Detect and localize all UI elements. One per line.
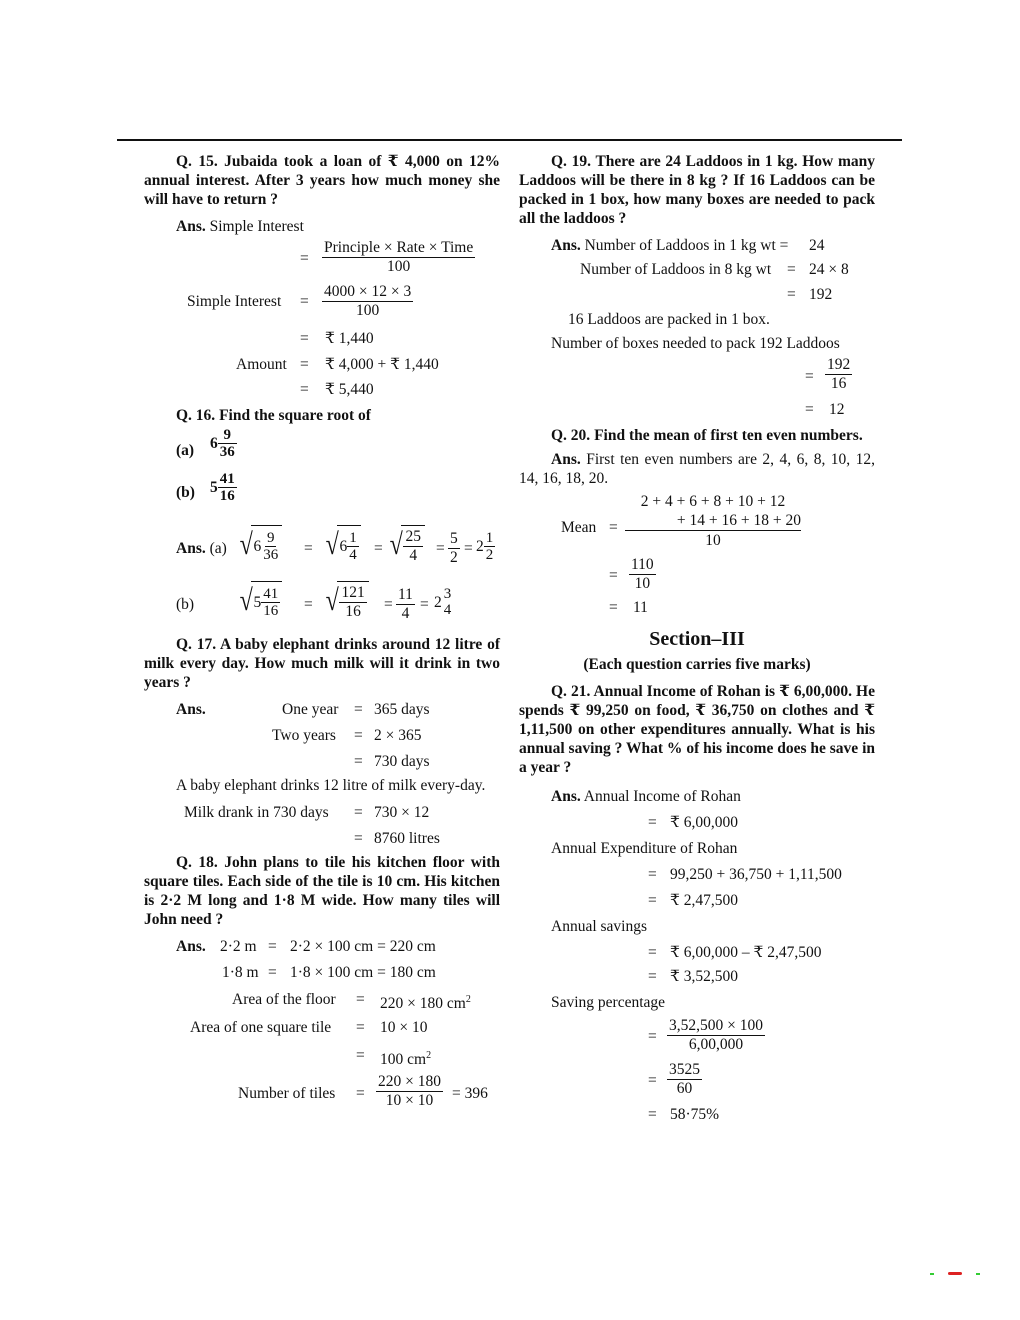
- whole: 2: [434, 593, 442, 611]
- percentage-label: Saving percentage: [551, 994, 666, 1011]
- equals-sign: =: [648, 892, 657, 909]
- question-number: Q. 15.: [176, 153, 218, 170]
- question-text: Find the mean of first ten even numbers.: [594, 427, 863, 444]
- savings-label: Annual savings: [551, 918, 648, 935]
- part-b-label: (b): [176, 484, 195, 501]
- denominator: 10 × 10: [385, 1092, 434, 1109]
- percentage-value: 58·75%: [670, 1106, 720, 1123]
- formula-fraction: [322, 239, 475, 276]
- denominator: 4: [443, 602, 452, 618]
- squared-superscript: 2: [426, 1050, 432, 1061]
- denominator: 36: [219, 444, 235, 460]
- numerator: 5: [450, 530, 458, 547]
- question-16: [176, 406, 371, 425]
- whole: 6: [253, 538, 262, 555]
- header-rule: [117, 139, 902, 141]
- equals-sign: =: [648, 1106, 657, 1123]
- length-expression: 2·2 × 100 cm = 220 cm: [290, 938, 436, 955]
- mean-numerator-line1: 2 + 4 + 6 + 8 + 10 + 12: [640, 493, 786, 510]
- denominator: 10: [634, 575, 651, 592]
- section-title: Section–III: [649, 628, 745, 650]
- boxes-label: Number of boxes needed to pack 192 Laddoos: [551, 335, 840, 352]
- area-floor-label: Area of the floor: [232, 991, 336, 1008]
- sqrt-b-step1: [324, 581, 369, 621]
- numerator: 3525: [669, 1061, 700, 1078]
- question-text: Jubaida took a loan of ₹ 4,000 on 12% annual interest. After 3 years how much money she will have to return ?: [144, 153, 500, 208]
- income-value: ₹ 6,00,000: [670, 814, 738, 831]
- percentage-step-fraction: [667, 1061, 702, 1098]
- question-17: [144, 635, 500, 692]
- tiles-label: Number of tiles: [238, 1085, 336, 1102]
- mean-label: Mean: [561, 519, 597, 536]
- numerator: 121: [341, 584, 365, 601]
- answer-label: Ans.: [551, 788, 581, 805]
- step2-fraction: [396, 586, 415, 623]
- question-15: [144, 152, 500, 209]
- numerator: 3: [443, 586, 452, 602]
- tiles-value: = 396: [452, 1085, 488, 1102]
- numerator: 41: [263, 586, 279, 602]
- milk-label: Milk drank in 730 days: [184, 804, 329, 821]
- equals-sign: =: [805, 368, 814, 385]
- equals-sign: =: [609, 519, 618, 536]
- equals-sign: =: [648, 968, 657, 985]
- whole: 5: [253, 594, 262, 611]
- mean-step-fraction: [629, 556, 656, 593]
- equals-sign: =: [268, 964, 277, 981]
- step3-fraction: [448, 530, 460, 567]
- one-year-label: One year: [282, 701, 339, 718]
- denominator: 16: [219, 488, 235, 504]
- area-tile-label: Area of one square tile: [190, 1019, 332, 1036]
- denominator: 2: [450, 549, 458, 566]
- amount-label: Amount: [236, 356, 287, 373]
- si-fraction: [322, 283, 413, 320]
- question-19: [519, 152, 875, 228]
- length-label: 2·2 m: [220, 938, 257, 955]
- whole: 5: [210, 479, 218, 496]
- denominator: 16: [830, 375, 847, 392]
- numerator: 9: [223, 427, 231, 443]
- denominator: 4: [409, 547, 418, 564]
- income-label: Annual Income of Rohan: [583, 788, 741, 805]
- equals-sign: =: [354, 753, 363, 770]
- question-18: [144, 853, 500, 929]
- tiles-fraction: [376, 1073, 443, 1110]
- two-years-expression: 2 × 365: [374, 727, 422, 744]
- si-intro: Simple Interest: [209, 218, 304, 235]
- width-expression: 1·8 × 100 cm = 180 cm: [290, 964, 436, 981]
- whole: 2: [476, 538, 484, 555]
- boxes-value: 12: [829, 401, 845, 418]
- equals-sign: =: [648, 1028, 657, 1045]
- part-b-mixed-number: [210, 471, 237, 504]
- equals-sign: =: [300, 381, 309, 398]
- question-text: Annual Income of Rohan is ₹ 6,00,000. He spends ₹ 99,250 on food, ₹ 36,750 on clothes and ₹ 1,11,500 on other expenditures annually. What is his annual saving ? What % of his income does he save in a year ?: [519, 683, 875, 776]
- equals-sign: =: [304, 540, 313, 557]
- denominator: 36: [263, 547, 279, 563]
- equals-sign: =: [268, 938, 277, 955]
- whole: 6: [339, 538, 348, 555]
- equals-sign: =: [300, 250, 309, 267]
- answer-label: Ans.: [176, 701, 206, 718]
- equals-sign: =: [787, 286, 796, 303]
- mean-fraction: [625, 492, 801, 550]
- pack-note: 16 Laddoos are packed in 1 box.: [568, 311, 770, 328]
- laddoos-8kg-expression: 24 × 8: [809, 261, 849, 278]
- expenditure-value: ₹ 2,47,500: [670, 892, 738, 909]
- numerator: 9: [266, 530, 275, 546]
- width-label: 1·8 m: [222, 964, 259, 981]
- equals-sign: =: [356, 1085, 365, 1102]
- squared-superscript: 2: [465, 994, 471, 1005]
- equals-sign: =: [787, 261, 796, 278]
- si-denominator: 100: [355, 302, 380, 319]
- answer-text: First ten even numbers are 2, 4, 6, 8, 10, 12, 14, 16, 18, 20.: [519, 451, 875, 487]
- expenditure-label: Annual Expenditure of Rohan: [551, 840, 738, 857]
- green-mark: [976, 1273, 980, 1275]
- section-note: (Each question carries five marks): [583, 656, 811, 673]
- question-text: There are 24 Laddoos in 1 kg. How many Laddoos will be there in 8 kg ? If 16 Laddoos can be packed in 1 box, how many boxes are needed to pack all the laddoos ?: [519, 153, 875, 227]
- statement-text: A baby elephant drinks 12 litre of milk every-day.: [176, 777, 486, 794]
- green-mark: [930, 1273, 934, 1275]
- mean-numerator-line2: + 14 + 16 + 18 + 20: [625, 511, 801, 531]
- denominator: 4: [401, 605, 410, 622]
- laddoos-1kg-value: 24: [809, 237, 825, 254]
- one-year-value: 365 days: [374, 701, 430, 718]
- radical-icon: √: [239, 528, 253, 561]
- sqrt-b-input: [238, 581, 282, 621]
- question-number: Q. 17.: [176, 636, 217, 653]
- radical-icon: √: [389, 528, 403, 561]
- left-column: [144, 152, 500, 1113]
- numerator: 110: [631, 556, 654, 573]
- question-text: A baby elephant drinks around 12 litre of milk every day. How much milk will it drink in two years ?: [144, 636, 500, 691]
- si-value: ₹ 1,440: [325, 330, 374, 347]
- equals-sign: =: [436, 540, 445, 557]
- answer-label: Ans.: [551, 237, 581, 254]
- equals-sign: =: [354, 727, 363, 744]
- denominator: 4: [349, 547, 357, 563]
- equals-sign: =: [374, 540, 383, 557]
- answer-label: Ans.: [176, 938, 206, 955]
- percentage-fraction: [667, 1017, 765, 1054]
- question-text: John plans to tile his kitchen floor with square tiles. Each side of the tile is 10 cm. His kitchen is 2·2 M long and 1·8 M wide. How many tiles will John need ?: [144, 854, 501, 928]
- radical-icon: √: [325, 528, 339, 561]
- formula-numerator: Principle × Rate × Time: [324, 239, 474, 256]
- equals-sign: =: [300, 330, 309, 347]
- area-tile-value: 100 cm: [380, 1051, 427, 1069]
- numerator: 1: [349, 530, 357, 546]
- numerator: 25: [405, 528, 421, 545]
- equals-sign: =: [609, 567, 618, 584]
- expenditure-expression: 99,250 + 36,750 + 1,11,500: [670, 866, 842, 883]
- si-label: Simple Interest: [187, 293, 282, 310]
- si-numerator: 4000 × 12 × 3: [324, 283, 412, 300]
- numerator: 3,52,500 × 100: [669, 1017, 763, 1034]
- equals-sign: =: [609, 599, 618, 616]
- question-text: Find the square root of: [219, 407, 371, 424]
- equals-sign: =: [648, 866, 657, 883]
- area-floor-value: 220 × 180 cm: [380, 995, 466, 1013]
- part-a-label: (a): [176, 442, 195, 459]
- denominator: 16: [345, 603, 361, 620]
- equals-sign: =: [648, 814, 657, 831]
- denominator: 16: [263, 603, 279, 619]
- right-column: [519, 152, 875, 1127]
- ans-a-label: (a): [209, 540, 227, 557]
- result-b: [434, 586, 453, 618]
- two-years-value: 730 days: [374, 753, 430, 770]
- boxes-fraction: [825, 356, 852, 393]
- question-number: Q. 19.: [551, 153, 592, 170]
- equals-sign: =: [648, 1072, 657, 1089]
- equals-sign: =: [356, 1047, 365, 1064]
- equals-sign: =: [354, 830, 363, 847]
- amount-expression: ₹ 4,000 + ₹ 1,440: [325, 356, 439, 373]
- savings-value: ₹ 3,52,500: [670, 968, 738, 985]
- numerator: 192: [827, 356, 851, 373]
- equals-sign: =: [300, 293, 309, 310]
- laddoos-8kg-label: Number of Laddoos in 8 kg wt: [580, 261, 772, 278]
- question-number: Q. 16.: [176, 407, 216, 424]
- ans-b-label: (b): [176, 596, 195, 613]
- question-number: Q. 20.: [551, 427, 591, 444]
- answer-label: Ans.: [176, 540, 206, 557]
- equals-sign: =: [464, 540, 473, 557]
- printer-registration-marks: [930, 1272, 982, 1276]
- radical-icon: √: [239, 584, 253, 617]
- equals-sign: =: [354, 701, 363, 718]
- part-a-mixed-number: [210, 427, 237, 460]
- formula-denominator: 100: [386, 258, 411, 275]
- question-number: Q. 21.: [551, 683, 591, 700]
- equals-sign: =: [304, 596, 313, 613]
- equals-sign: =: [384, 596, 393, 613]
- q20-answer-text: [519, 450, 875, 488]
- equals-sign: =: [356, 1019, 365, 1036]
- mean-denominator: 10: [705, 532, 721, 549]
- equals-sign: =: [300, 356, 309, 373]
- numerator: 41: [219, 471, 235, 487]
- question-20: [519, 426, 875, 445]
- answer-label: Ans.: [176, 218, 206, 235]
- equals-sign: =: [356, 991, 365, 1008]
- savings-expression: ₹ 6,00,000 – ₹ 2,47,500: [670, 944, 822, 961]
- two-years-label: Two years: [272, 727, 336, 744]
- sqrt-a-step2: [388, 525, 425, 565]
- red-mark: [948, 1272, 962, 1275]
- whole: 6: [210, 435, 218, 452]
- equals-sign: =: [648, 944, 657, 961]
- equals-sign: =: [354, 804, 363, 821]
- sqrt-a-input: [238, 525, 282, 565]
- question-21: [519, 682, 875, 777]
- milk-value: 8760 litres: [374, 830, 440, 847]
- denominator: 6,00,000: [688, 1036, 744, 1053]
- denominator: 2: [485, 547, 494, 563]
- denominator: 60: [676, 1080, 693, 1097]
- equals-sign: =: [805, 401, 814, 418]
- numerator: 11: [398, 586, 413, 603]
- answer-label: Ans.: [551, 451, 581, 468]
- numerator: 1: [485, 530, 494, 546]
- mean-result: 11: [633, 599, 648, 616]
- question-number: Q. 18.: [176, 854, 218, 871]
- area-tile-expression: 10 × 10: [380, 1019, 428, 1036]
- radical-icon: √: [325, 584, 339, 617]
- result-a: [476, 530, 495, 563]
- sqrt-a-step1: [324, 525, 361, 565]
- amount-value: ₹ 5,440: [325, 381, 374, 398]
- equals-sign: =: [420, 596, 429, 613]
- numerator: 220 × 180: [378, 1073, 441, 1090]
- milk-expression: 730 × 12: [374, 804, 430, 821]
- laddoos-1kg-label: Number of Laddoos in 1 kg wt =: [584, 237, 789, 254]
- laddoos-8kg-value: 192: [809, 286, 833, 303]
